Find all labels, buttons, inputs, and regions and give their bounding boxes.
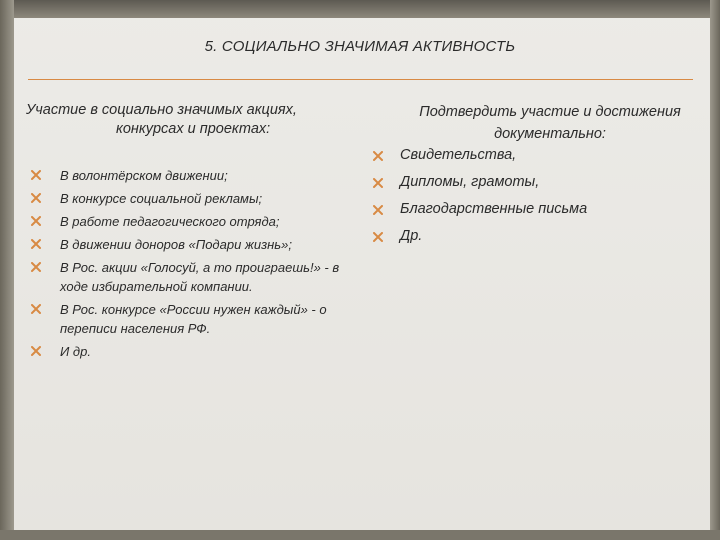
x-mark-icon [31, 216, 41, 226]
frame-right [710, 0, 720, 540]
x-mark-icon [31, 304, 41, 314]
list-item [28, 300, 368, 338]
list-item-text: Дипломы, грамоты, [400, 174, 540, 190]
frame-left [0, 0, 14, 540]
list-item [28, 189, 368, 208]
list-item [370, 173, 700, 192]
left-column-heading [26, 101, 356, 139]
list-item-text: Др. [400, 228, 423, 244]
list-item-text: В работе педагогического отряда; [60, 214, 280, 229]
frame-top [0, 0, 720, 18]
x-mark-icon [31, 262, 41, 272]
right-list [370, 146, 700, 254]
x-mark-icon [31, 239, 41, 249]
list-item-text: В Рос. акции «Голосуй, а то проиграешь!» - в ходе избирательной компании. [60, 260, 340, 294]
list-item-text: Свидетельства, [400, 147, 517, 163]
list-item [28, 235, 368, 254]
x-mark-icon [31, 193, 41, 203]
list-item-text: В Рос. конкурсе «России нужен каждый» - о переписи населения РФ. [60, 302, 327, 336]
list-item [28, 166, 368, 185]
list-item [28, 258, 368, 296]
x-mark-icon [373, 178, 383, 188]
list-item-text: Благодарственные письма [400, 201, 588, 217]
x-mark-icon [373, 205, 383, 215]
title-divider [28, 79, 693, 80]
left-list [28, 166, 368, 365]
list-item [370, 227, 700, 246]
list-item [28, 212, 368, 231]
list-item [28, 342, 368, 361]
list-item-text: И др. [60, 344, 91, 359]
x-mark-icon [373, 232, 383, 242]
frame-bottom [0, 530, 720, 540]
list-item-text: В волонтёрском движении; [60, 168, 228, 183]
slide-title: 5. СОЦИАЛЬНО ЗНАЧИМАЯ АКТИВНОСТЬ [204, 38, 516, 55]
list-item [370, 200, 700, 219]
x-mark-icon [31, 170, 41, 180]
right-column-heading: Подтвердить участие и достижения документально: [419, 104, 681, 142]
x-mark-icon [373, 151, 383, 161]
list-item [370, 146, 700, 165]
left-heading-line1: Участие в социально значимых акциях, [26, 102, 297, 118]
left-heading-line2: конкурсах и проектах: [116, 121, 271, 137]
x-mark-icon [31, 346, 41, 356]
list-item-text: В движении доноров «Подари жизнь»; [60, 237, 292, 252]
list-item-text: В конкурсе социальной рекламы; [60, 191, 263, 206]
